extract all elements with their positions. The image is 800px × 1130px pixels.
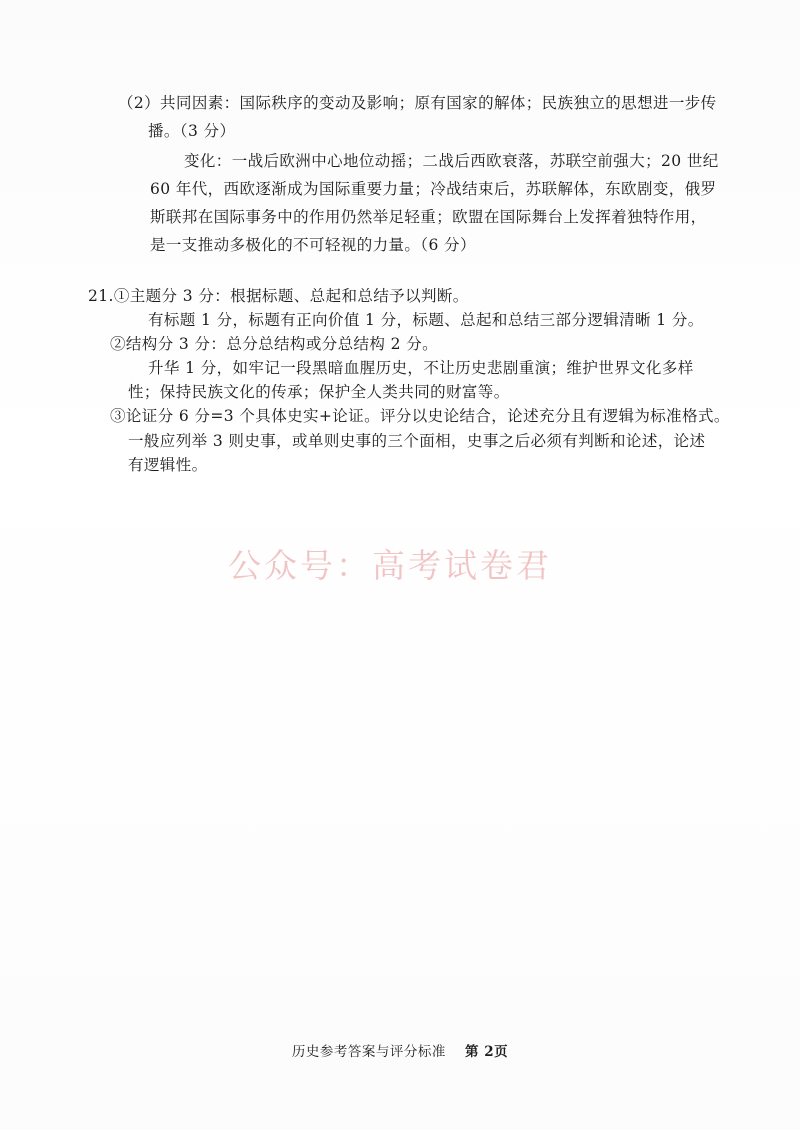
answer-20-line-3: 变化：一战后欧洲中心地位动摇；二战后西欧衰落，苏联空前强大；20 世纪 — [184, 152, 719, 170]
footer-title: 历史参考答案与评分标准 — [291, 1044, 446, 1060]
answer-21-line-2: 有标题 1 分，标题有正向价值 1 分，标题、总起和总结三部分逻辑清晰 1 分。 — [148, 311, 704, 329]
page-footer — [0, 1040, 800, 1060]
answer-20-line-4: 60 年代，西欧逐渐成为国际重要力量；冷战结束后，苏联解体，东欧剧变，俄罗 — [150, 180, 717, 198]
answer-21-line-3: ②结构分 3 分：总分总结构或分总结构 2 分。 — [110, 335, 439, 353]
footer-page-number: 第 2页 — [465, 1044, 509, 1060]
answer-21-line-7: 一般应列举 3 则史事，或单则史事的三个面相，史事之后必须有判断和论述，论述 — [128, 432, 706, 450]
answer-20-line-1: （2）共同因素：国际秩序的变动及影响；原有国家的解体；民族独立的思想进一步传 — [118, 94, 717, 112]
answer-20-line-5: 斯联邦在国际事务中的作用仍然举足轻重；欧盟在国际舞台上发挥着独特作用， — [150, 208, 707, 226]
answer-21-line-1: 21.①主题分 3 分：根据标题、总起和总结予以判断。 — [88, 287, 469, 305]
answer-20-line-6: 是一支推动多极化的不可轻视的力量。（6 分） — [150, 236, 476, 254]
answer-21-line-5: 性；保持民族文化的传承；保护全人类共同的财富等。 — [128, 383, 510, 401]
watermark: 公众号：高考试卷君 — [228, 546, 552, 585]
answer-21-line-6: ③论证分 6 分=3 个具体史实+论证。评分以史论结合，论述充分且有逻辑为标准格式。 — [110, 407, 730, 425]
answer-20-line-2: 播。（3 分） — [148, 122, 236, 140]
answer-21-line-8: 有逻辑性。 — [128, 456, 208, 474]
answer-21-line-4: 升华 1 分，如牢记一段黑暗血腥历史，不让历史悲剧重演；维护世界文化多样 — [148, 359, 694, 377]
